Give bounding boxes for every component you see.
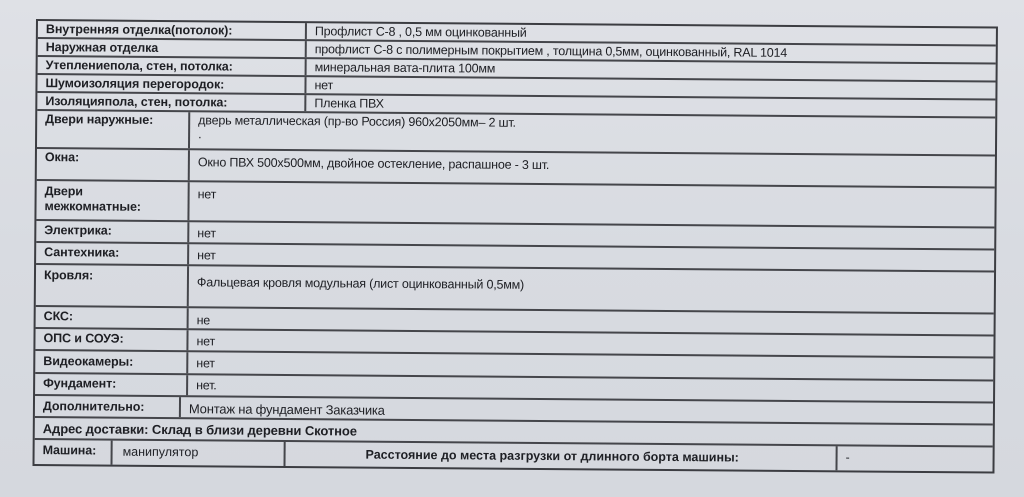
row-label: Окна:: [37, 149, 190, 180]
row-label: Видеокамеры:: [35, 351, 188, 373]
row-value: не: [196, 313, 211, 328]
row-value: нет.: [196, 378, 217, 393]
row-value: [190, 112, 995, 154]
machine-value: манипулятор: [113, 441, 286, 466]
delivery-address: Адрес доставки: Склад в близи деревни Скотное: [42, 421, 357, 439]
row-value: нет: [314, 78, 334, 93]
row-label: Двери наружные:: [37, 111, 190, 148]
row-value: нет: [197, 187, 217, 202]
spec-table: [32, 19, 997, 474]
row-label: Внутренняя отделка(потолок):: [38, 21, 307, 39]
row-label: Изоляцияпола, стен, потолка:: [37, 93, 306, 111]
row-label: Наружная отделка: [38, 39, 307, 57]
row-label: Сантехника:: [36, 243, 189, 264]
row-label: Фундамент:: [35, 374, 188, 395]
row-value: нет: [197, 248, 216, 263]
row-value: нет: [196, 356, 215, 371]
row-value: нет: [196, 334, 216, 349]
row-label: ОПС и СОУЭ:: [35, 329, 188, 350]
row-label: Кровля:: [36, 265, 189, 306]
row-value: минеральная вата-плита 100мм: [314, 60, 496, 76]
row-value: Монтаж на фундамент Заказчика: [188, 401, 385, 418]
machine-label: Машина:: [35, 440, 113, 465]
row-label: Электрика:: [36, 221, 189, 242]
row-value-line: дверь металлическая (пр-во Россия) 960х2050мм– 2 шт.: [198, 113, 516, 130]
distance-label: Расстояние до места разгрузки от длинного борта машины:: [285, 442, 837, 470]
row-label: СКС:: [36, 307, 189, 328]
row-value: Профлист С-8 , 0,5 мм оцинкованный: [314, 24, 527, 40]
row-value: нет: [197, 226, 216, 241]
row-value-line: .: [198, 127, 202, 142]
row-label: Шумоизоляция перегородок:: [37, 75, 306, 93]
distance-value: -: [845, 450, 850, 465]
table-row: [36, 265, 994, 315]
row-value: Фальцевая кровля модульная (лист оцинкованный 0,5мм): [196, 275, 525, 292]
row-label: Дополнительно:: [35, 396, 181, 417]
row-label: Двери межкомнатные:: [36, 181, 189, 220]
row-value: Окно ПВХ 500х500мм, двойное остекление, распашное - 3 шт.: [197, 155, 550, 173]
row-value: Пленка ПВХ: [314, 96, 384, 111]
row-value: профлист С-8 с полимерным покрытием , толщина 0,5мм, оцинкованный, RAL 1014: [314, 42, 788, 60]
row-label: Утеплениепола, стен, потолка:: [38, 57, 307, 75]
